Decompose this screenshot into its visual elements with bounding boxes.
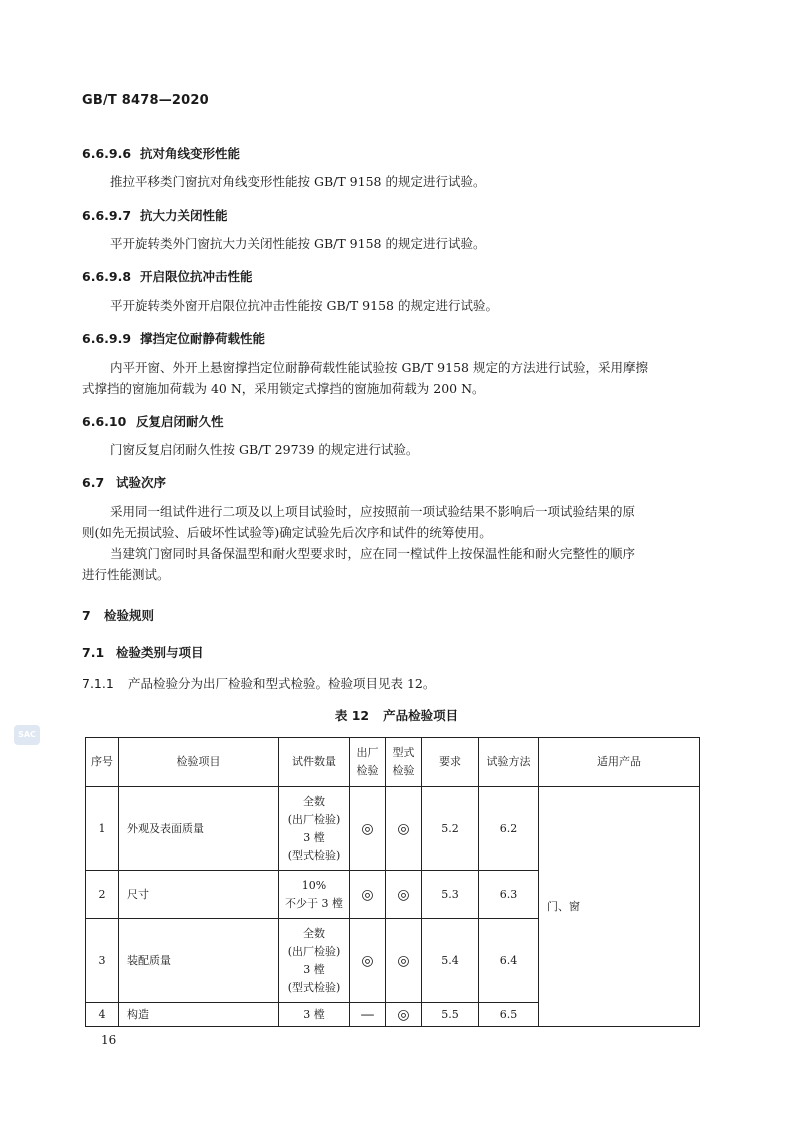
section-paragraph: 进行性能测试。 bbox=[82, 567, 170, 582]
standard-number: GB/T 8478—2020 bbox=[82, 93, 209, 108]
section-heading-6-7: 6.7 试验次序 bbox=[82, 475, 167, 490]
quantity-line: (出厂检验) bbox=[287, 812, 341, 826]
row-factory-inspection: ◎ bbox=[350, 871, 386, 919]
row-quantity bbox=[279, 919, 350, 1003]
section-paragraph: 门窗反复启闭耐久性按 GB/T 29739 的规定进行试验。 bbox=[110, 442, 419, 457]
section-heading-6-6-9-8: 6.6.9.8 开启限位抗冲击性能 bbox=[82, 269, 253, 284]
table-row bbox=[86, 787, 700, 871]
row-item: 构造 bbox=[119, 1003, 279, 1027]
header-test-method: 试验方法 bbox=[479, 738, 539, 787]
section-paragraph: 内平开窗、外开上悬窗撑挡定位耐静荷载性能试验按 GB/T 9158 规定的方法进行试验，采用摩擦 bbox=[110, 360, 648, 375]
section-paragraph: 平开旋转类外门窗抗大力关闭性能按 GB/T 9158 的规定进行试验。 bbox=[110, 236, 486, 251]
quantity-line: 3 樘 bbox=[303, 962, 325, 976]
table-caption: 表 12 产品检验项目 bbox=[334, 708, 459, 723]
header-type-inspection: 型式 检验 bbox=[386, 738, 422, 787]
quantity-line: (型式检验) bbox=[287, 848, 341, 862]
row-no: 1 bbox=[86, 787, 119, 871]
inspection-items-table bbox=[85, 737, 700, 1027]
row-no: 4 bbox=[86, 1003, 119, 1027]
row-quantity bbox=[279, 871, 350, 919]
section-paragraph: 式撑挡的窗施加荷载为 40 N，采用锁定式撑挡的窗施加荷载为 200 N。 bbox=[82, 381, 485, 396]
quantity-line: 3 樘 bbox=[303, 830, 325, 844]
section-paragraph: 平开旋转类外窗开启限位抗冲击性能按 GB/T 9158 的规定进行试验。 bbox=[110, 298, 498, 313]
header-item: 检验项目 bbox=[119, 738, 279, 787]
header-factory-inspection: 出厂 检验 bbox=[350, 738, 386, 787]
row-test-method: 6.4 bbox=[479, 919, 539, 1003]
row-quantity bbox=[279, 787, 350, 871]
section-heading-7-1: 7.1 检验类别与项目 bbox=[82, 645, 204, 660]
applicable-product-cell: 门、窗 bbox=[539, 787, 700, 1027]
row-item: 装配质量 bbox=[119, 919, 279, 1003]
row-test-method: 6.3 bbox=[479, 871, 539, 919]
header-requirement: 要求 bbox=[422, 738, 479, 787]
row-factory-inspection: ◎ bbox=[350, 787, 386, 871]
header-no: 序号 bbox=[86, 738, 119, 787]
sac-watermark-logo: SAC bbox=[14, 725, 40, 745]
row-factory-inspection: — bbox=[350, 1003, 386, 1027]
row-quantity bbox=[279, 1003, 350, 1027]
row-type-inspection: ◎ bbox=[386, 787, 422, 871]
page-number: 16 bbox=[101, 1033, 117, 1047]
row-requirement: 5.4 bbox=[422, 919, 479, 1003]
row-item: 外观及表面质量 bbox=[119, 787, 279, 871]
quantity-line: 不少于 3 樘 bbox=[285, 896, 343, 910]
quantity-line: (型式检验) bbox=[287, 980, 341, 994]
section-paragraph: 当建筑门窗同时具备保温型和耐火型要求时，应在同一樘试件上按保温性能和耐火完整性的顺序 bbox=[110, 546, 636, 561]
row-type-inspection: ◎ bbox=[386, 871, 422, 919]
row-type-inspection: ◎ bbox=[386, 919, 422, 1003]
section-paragraph: 采用同一组试件进行二项及以上项目试验时，应按照前一项试验结果不影响后一项试验结果的原 bbox=[110, 504, 636, 519]
row-item: 尺寸 bbox=[119, 871, 279, 919]
header-quantity: 试件数量 bbox=[279, 738, 350, 787]
row-requirement: 5.2 bbox=[422, 787, 479, 871]
header-applicable-product: 适用产品 bbox=[539, 738, 700, 787]
section-heading-7: 7 检验规则 bbox=[82, 608, 155, 623]
row-no: 2 bbox=[86, 871, 119, 919]
table-header-row bbox=[86, 738, 700, 787]
section-paragraph: 推拉平移类门窗抗对角线变形性能按 GB/T 9158 的规定进行试验。 bbox=[110, 174, 486, 189]
section-heading-6-6-9-6: 6.6.9.6 抗对角线变形性能 bbox=[82, 146, 241, 161]
section-paragraph: 则(如先无损试验、后破坏性试验等)确定试验先后次序和试件的统筹使用。 bbox=[82, 525, 492, 540]
quantity-line: 10% bbox=[301, 878, 327, 892]
section-heading-6-6-9-7: 6.6.9.7 抗大力关闭性能 bbox=[82, 208, 228, 223]
quantity-line: 全数 bbox=[303, 794, 325, 808]
quantity-line: 3 樘 bbox=[303, 1007, 325, 1021]
section-heading-6-6-9-9: 6.6.9.9 撑挡定位耐静荷载性能 bbox=[82, 331, 266, 346]
row-requirement: 5.3 bbox=[422, 871, 479, 919]
row-test-method: 6.2 bbox=[479, 787, 539, 871]
row-factory-inspection: ◎ bbox=[350, 919, 386, 1003]
clause-7-1-1: 7.1.1 产品检验分为出厂检验和型式检验。检验项目见表 12。 bbox=[82, 676, 436, 691]
quantity-line: (出厂检验) bbox=[287, 944, 341, 958]
quantity-line: 全数 bbox=[303, 926, 325, 940]
row-no: 3 bbox=[86, 919, 119, 1003]
row-test-method: 6.5 bbox=[479, 1003, 539, 1027]
row-requirement: 5.5 bbox=[422, 1003, 479, 1027]
row-type-inspection: ◎ bbox=[386, 1003, 422, 1027]
section-heading-6-6-10: 6.6.10 反复启闭耐久性 bbox=[82, 414, 224, 429]
